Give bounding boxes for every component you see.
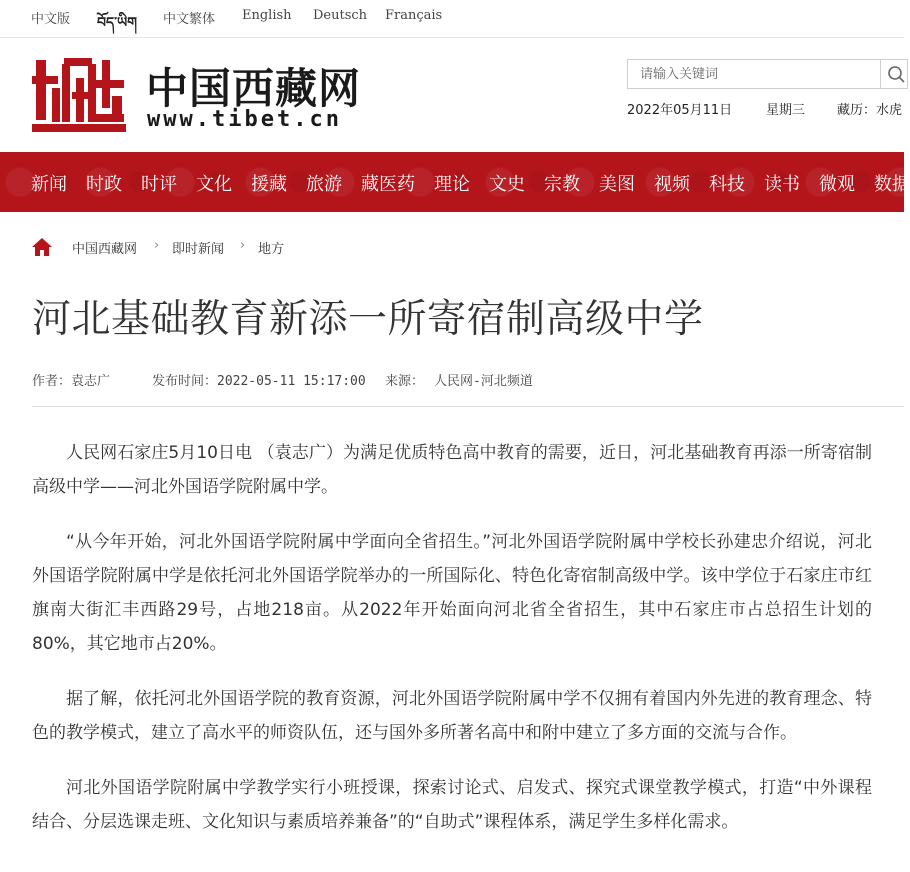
search-icon — [881, 60, 907, 88]
nav-item-aid-tibet[interactable]: 援藏 — [251, 174, 287, 195]
nav-item-tech[interactable]: 科技 — [709, 174, 745, 195]
lang-link-tibetan[interactable]: བོད་ཡིག — [97, 15, 138, 31]
nav-item-books[interactable]: 读书 — [764, 174, 800, 195]
current-weekday: 星期三 — [766, 103, 806, 118]
lang-link-deutsch[interactable]: Deutsch — [313, 8, 368, 23]
tibetan-calendar: 藏历：水虎 — [837, 103, 903, 118]
nav-item-photos[interactable]: 美图 — [599, 174, 635, 195]
article-author: 作者：袁志广 — [32, 374, 111, 389]
nav-item-politics[interactable]: 时政 — [86, 174, 122, 195]
nav-item-tibetan-medicine[interactable]: 藏医药 — [361, 174, 415, 195]
search-input[interactable] — [627, 59, 880, 89]
lang-link-francais[interactable]: Français — [385, 8, 443, 23]
nav-item-news[interactable]: 新闻 — [31, 174, 67, 195]
nav-item-data[interactable]: 数据 — [874, 174, 910, 195]
article-source-label: 来源： — [385, 374, 425, 389]
article-publish-time: 发布时间：2022-05-11 15:17:00 — [152, 374, 366, 389]
article-title: 河北基础教育新添一所寄宿制高级中学 — [32, 297, 704, 342]
article-body — [32, 436, 872, 860]
home-icon[interactable] — [31, 237, 53, 257]
lang-link-zh-tw[interactable]: 中文繁体 — [163, 12, 216, 27]
search-button[interactable] — [880, 59, 908, 89]
breadcrumb-separator: › — [240, 238, 246, 253]
nav-item-culture[interactable]: 文化 — [196, 174, 232, 195]
article-paragraph: 河北外国语学院附属中学教学实行小班授课，探索讨论式、启发式、探究式课堂教学模式，打造“中外课程结合、分层选课走班、文化知识与素质培养兼备”的“自助式”课程体系，满足学生多样化需求。 — [32, 778, 872, 832]
nav-item-commentary[interactable]: 时评 — [141, 174, 177, 195]
article-paragraph: 人民网石家庄5月10日电 （袁志广）为满足优质特色高中教育的需要，近日，河北基础教育再添一所寄宿制高级中学——河北外国语学院附属中学。 — [32, 443, 872, 497]
breadcrumb-instant-news[interactable]: 即时新闻 — [172, 242, 225, 257]
nav-item-theory[interactable]: 理论 — [434, 174, 470, 195]
lang-link-zh-cn[interactable]: 中文版 — [31, 12, 71, 27]
site-logo-url[interactable]: www.tibet.cn — [147, 107, 342, 132]
current-date: 2022年05月11日 — [627, 103, 733, 118]
main-nav — [0, 152, 910, 212]
breadcrumb-separator: › — [154, 238, 160, 253]
article-paragraph: 据了解，依托河北外国语学院的教育资源，河北外国语学院附属中学不仅拥有着国内外先进的教育理念、特色的教学模式，建立了高水平的师资队伍，还与国外多所著名高中和附中建立了多方面的交流与合作。 — [32, 689, 872, 743]
site-logo-title[interactable]: 中国西藏网 — [146, 64, 362, 113]
article-paragraph: “从今年开始，河北外国语学院附属中学面向全省招生。”河北外国语学院附属中学校长孙建忠介绍说，河北外国语学院附属中学是依托河北外国语学院举办的一所国际化、特色化寄宿制高级中学。该中学位于石家庄市红旗南大街汇丰西路29号，占地218亩。从2022年开始面向河北省全省招生，其中石家庄市占总招生计划的80%，其它地市占20%。 — [32, 532, 872, 654]
nav-item-history[interactable]: 文史 — [489, 174, 525, 195]
nav-item-video[interactable]: 视频 — [654, 174, 690, 195]
breadcrumb-local[interactable]: 地方 — [258, 242, 285, 257]
lang-link-english[interactable]: English — [242, 8, 292, 23]
article-source[interactable]: 人民网-河北频道 — [434, 374, 533, 389]
language-bar — [0, 0, 904, 38]
meta-divider — [32, 406, 904, 407]
nav-item-travel[interactable]: 旅游 — [306, 174, 342, 195]
nav-item-religion[interactable]: 宗教 — [544, 174, 580, 195]
nav-item-micro[interactable]: 微观 — [819, 174, 855, 195]
breadcrumb-home[interactable]: 中国西藏网 — [72, 242, 138, 257]
logo-mark-icon[interactable] — [32, 58, 126, 132]
